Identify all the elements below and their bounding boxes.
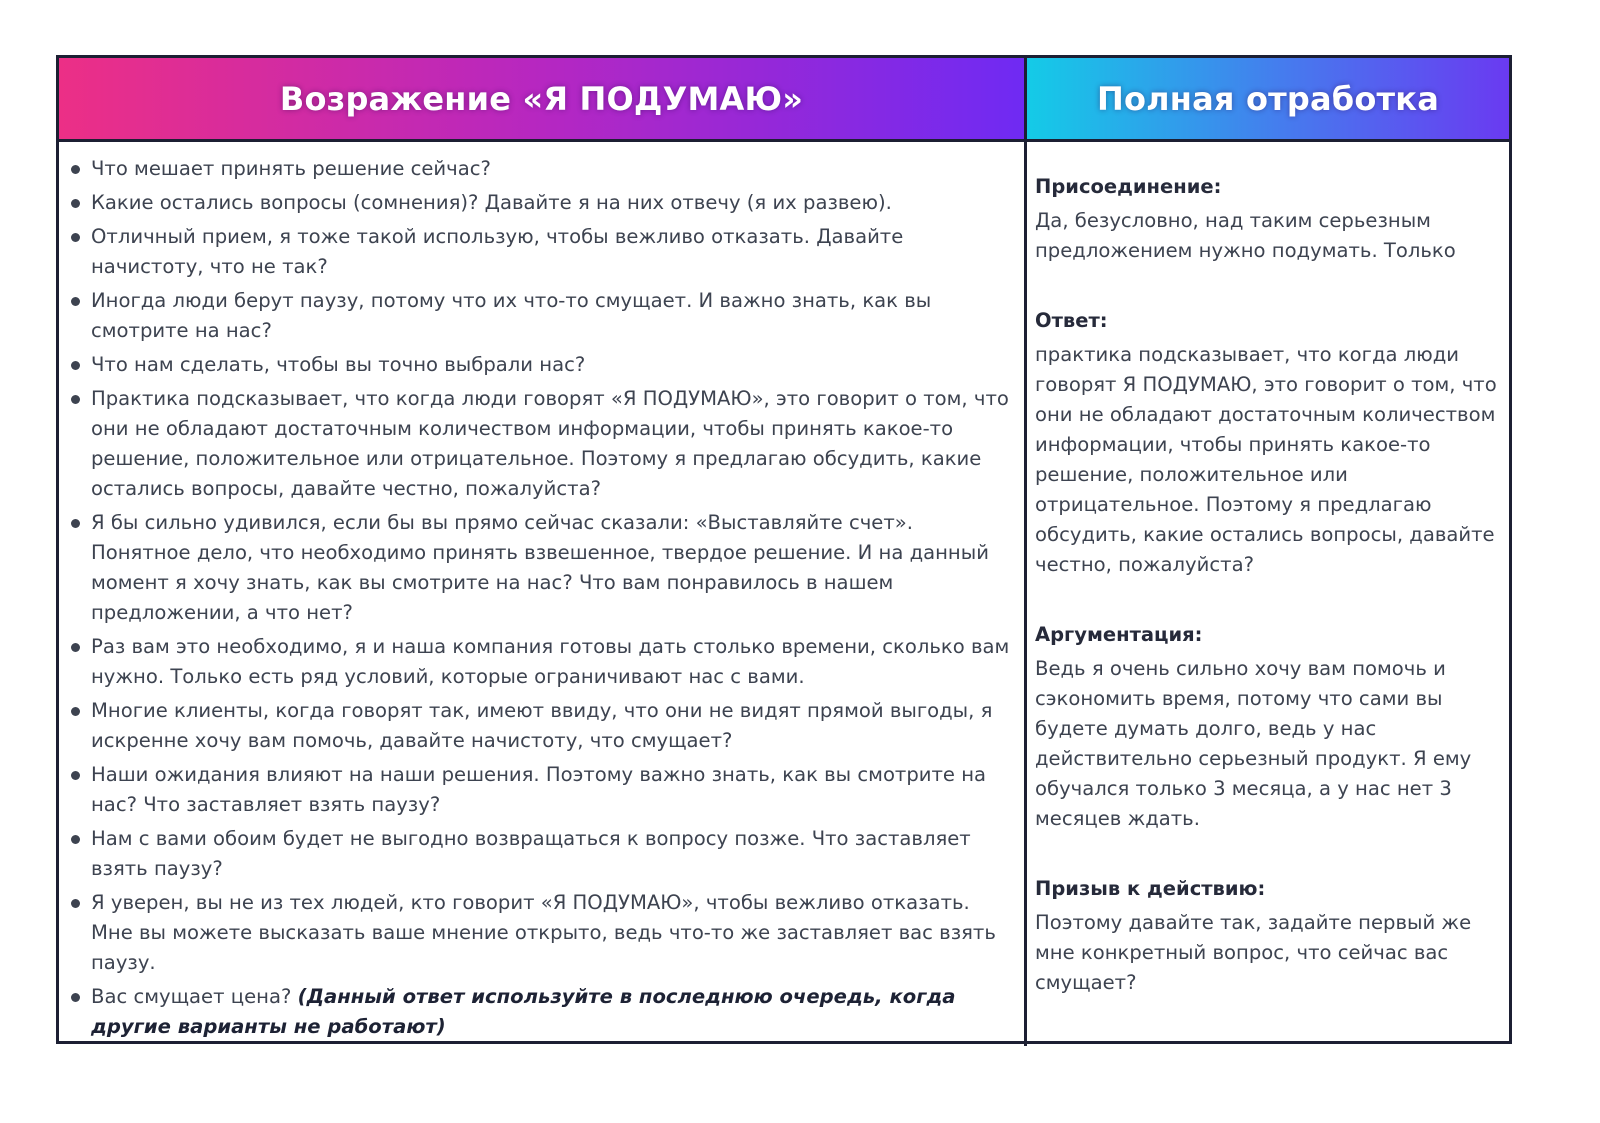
last-item-text: Вас смущает цена? (91, 985, 298, 1008)
section-title: Призыв к действию: (1035, 877, 1266, 900)
list-item: Что мешает принять решение сейчас? (69, 154, 1014, 184)
list-item: Что нам сделать, чтобы вы точно выбрали нас? (69, 350, 1014, 380)
section-title: Ответ: (1035, 309, 1108, 332)
list-item: Многие клиенты, когда говорят так, имеют ввиду, что они не видят прямой выгоды, я искренне хочу вам помочь, давайте начистоту, что смущает? (69, 696, 1014, 756)
section-text: практика подсказывает, что когда люди говорят Я ПОДУМАЮ, это говорит о том, что они не обладают достаточным количеством информации, чтобы принять какое-то решение, положительное или отрицательное. Поэтому я предлагаю обсудить, какие остались вопросы, давайте честно, пожалуйста? (1035, 343, 1497, 576)
right-header (1027, 58, 1509, 142)
right-header-title: Полная отработка (1096, 79, 1439, 118)
list-item: Наши ожидания влияют на наши решения. Поэтому важно знать, как вы смотрите на нас? Что заставляет взять паузу? (69, 760, 1014, 820)
list-item: Иногда люди берут паузу, потому что их что-то смущает. И важно знать, как вы смотрите на нас? (69, 286, 1014, 346)
left-header (59, 58, 1027, 142)
list-item: Какие остались вопросы (сомнения)? Давайте я на них отвечу (я их развею). (69, 188, 1014, 218)
list-item: Я бы сильно удивился, если бы вы прямо сейчас сказали: «Выставляйте счет». Понятное дело, что необходимо принять взвешенное, твердое решение. И на данный момент я хочу знать, как вы смотрите на нас? Что вам понравилось в нашем предложении, а что нет? (69, 508, 1014, 628)
section-argumentation (1035, 620, 1501, 834)
list-item: Отличный прием, я тоже такой использую, чтобы вежливо отказать. Давайте начистоту, что не так? (69, 222, 1014, 282)
section-text: Ведь я очень сильно хочу вам помочь и сэкономить время, потому что сами вы будете думать долго, ведь у нас действительно серьезный продукт. Я ему обучался только 3 месяца, а у нас нет 3 месяцев ждать. (1035, 657, 1472, 830)
section-title: Присоединение: (1035, 175, 1222, 198)
list-item: Раз вам это необходимо, я и наша компания готовы дать столько времени, сколько вам нужно. Только есть ряд условий, которые ограничивают нас с вами. (69, 632, 1014, 692)
objection-phrases-column (59, 142, 1027, 1046)
list-item: Практика подсказывает, что когда люди говорят «Я ПОДУМАЮ», это говорит о том, что они не обладают достаточным количеством информации, чтобы принять какое-то решение, положительное или отрицательное. Поэтому я предлагаю обсудить, какие остались вопросы, давайте честно, пожалуйста? (69, 384, 1014, 504)
section-text: Поэтому давайте так, задайте первый же мне конкретный вопрос, что сейчас вас смущает? (1035, 911, 1472, 994)
full-handling-column (1027, 142, 1509, 1046)
list-item: Нам с вами обоим будет не выгодно возвращаться к вопросу позже. Что заставляет взять паузу? (69, 824, 1014, 884)
section-title: Аргументация: (1035, 623, 1203, 646)
section-call-to-action (1035, 874, 1501, 998)
last-item-emphasis: (Данный ответ используйте в последнюю очередь, когда другие варианты не работают) (91, 985, 956, 1038)
list-item-last (69, 982, 1014, 1042)
objection-table (56, 55, 1512, 1044)
list-item: Я уверен, вы не из тех людей, кто говорит «Я ПОДУМАЮ», чтобы вежливо отказать. Мне вы можете высказать ваше мнение открыто, ведь что-то же заставляет вас взять паузу. (69, 888, 1014, 978)
section-joining (1035, 172, 1501, 266)
left-header-title: Возражение «Я ПОДУМАЮ» (279, 79, 804, 118)
section-text: Да, безусловно, над таким серьезным предложением нужно подумать. Только (1035, 209, 1456, 262)
phrase-list (69, 154, 1014, 1042)
section-answer (1035, 306, 1501, 580)
